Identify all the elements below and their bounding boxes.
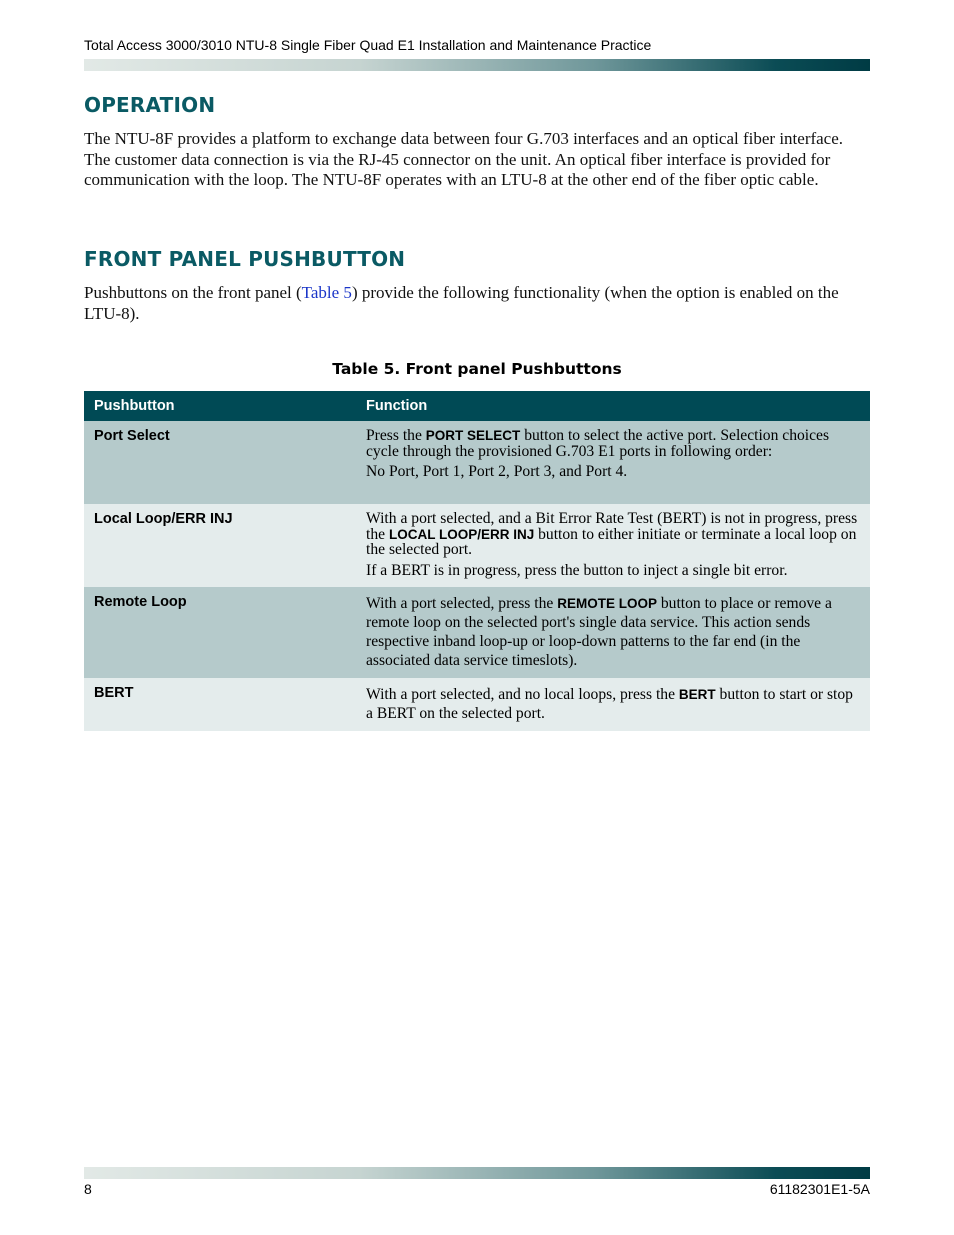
operation-paragraph: The NTU-8F provides a platform to exchange data between four G.703 interfaces and an optical fiber interface. The customer data connection is via the RJ-45 connector on the unit. An optical fiber interface is provided for communication with the loop. The NTU-8F operates with an LTU-8 at the other end of the fiber optic cable.	[84, 129, 844, 190]
operation-heading: OPERATION	[84, 93, 216, 117]
paragraph-text-end: ) provide the following functionality (when the option is enabled on the LTU-8).	[84, 283, 839, 323]
text-span: Press the	[366, 427, 426, 444]
text-span: button to either initiate or terminate a local loop on the selected port.	[366, 525, 857, 559]
document-number: 61182301E1-5A	[769, 1181, 870, 1197]
function-text	[366, 428, 860, 459]
function-description	[356, 678, 870, 731]
pushbutton-table	[84, 391, 870, 731]
front-panel-paragraph	[84, 283, 870, 324]
footer-gradient-bar	[84, 1167, 870, 1179]
table-row	[84, 587, 870, 678]
button-keyword: LOCAL LOOP/ERR INJ	[388, 526, 535, 542]
text-span: With a port selected, and no local loops, press the	[366, 686, 679, 703]
function-description	[356, 587, 870, 678]
table-header-row	[84, 391, 870, 421]
table-5-link[interactable]: Table 5	[301, 283, 352, 302]
page-number: 8	[84, 1181, 92, 1197]
pushbutton-name: Local Loop/ERR INJ	[84, 504, 356, 587]
header-gradient-bar	[84, 59, 870, 71]
pushbutton-name: Port Select	[84, 421, 356, 504]
function-text	[366, 594, 860, 670]
button-keyword: REMOTE LOOP	[557, 596, 657, 611]
function-description	[356, 421, 870, 504]
table-row	[84, 421, 870, 504]
pushbutton-name: Remote Loop	[84, 587, 356, 678]
table-row	[84, 678, 870, 731]
text-span: button to place or remove a remote loop on the selected port's single data service. This action sends respective inband loop-up or loop-down patterns to the far end (in the associated data service timeslots).	[366, 595, 832, 669]
function-text: No Port, Port 1, Port 2, Port 3, and Port 4.	[366, 463, 628, 481]
pushbutton-name: BERT	[84, 678, 356, 731]
function-description	[356, 504, 870, 587]
button-keyword: BERT	[678, 687, 716, 702]
table-row	[84, 504, 870, 587]
column-header-function: Function	[356, 391, 870, 421]
text-span: button to start or stop a BERT on the selected port.	[366, 686, 853, 722]
running-header: Total Access 3000/3010 NTU-8 Single Fiber Quad E1 Installation and Maintenance Practice	[84, 37, 652, 53]
front-panel-heading: FRONT PANEL PUSHBUTTON	[84, 247, 406, 271]
paragraph-text-start: Pushbuttons on the front panel (	[84, 283, 302, 302]
button-keyword: PORT SELECT	[425, 428, 521, 443]
text-span: button to select the active port. Selection choices cycle through the provisioned G.703 E1 ports in following order:	[366, 427, 830, 460]
text-span: With a port selected, and a Bit Error Rate Test (BERT) is not in progress, press the	[366, 510, 858, 543]
function-text: If a BERT is in progress, press the button to inject a single bit error.	[366, 561, 788, 579]
function-text	[366, 511, 860, 558]
function-text	[366, 685, 860, 723]
table-caption: Table 5. Front panel Pushbuttons	[332, 360, 622, 378]
column-header-pushbutton: Pushbutton	[84, 391, 356, 421]
text-span: With a port selected, press the	[366, 595, 558, 612]
